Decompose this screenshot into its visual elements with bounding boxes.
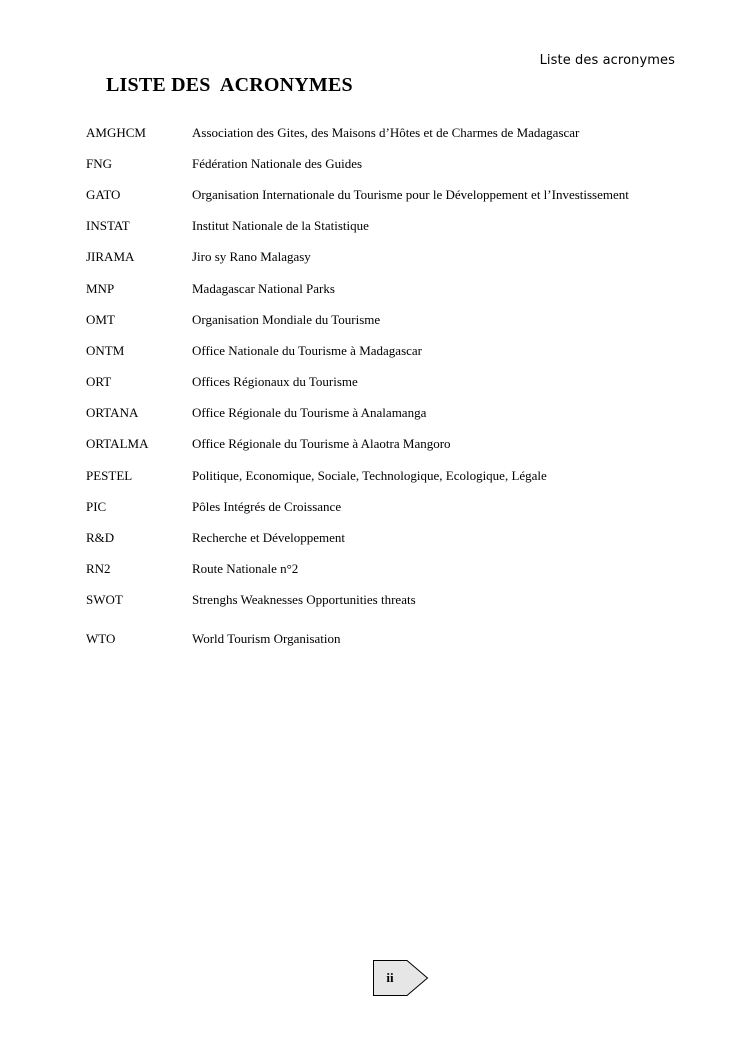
acronym-code: SWOT [86, 592, 123, 608]
acronym-code: PIC [86, 498, 107, 514]
acronym-code: JIRAMA [86, 249, 135, 265]
acronym-definition: Institut Nationale de la Statistique [192, 218, 369, 234]
acronym-row [86, 179, 686, 210]
acronym-definition: Politique, Economique, Sociale, Technologique, Ecologique, Légale [192, 467, 547, 483]
acronym-row [86, 335, 686, 366]
acronym-definition: Organisation Internationale du Tourisme pour le Développement et l’Investissement [192, 186, 629, 202]
acronym-definition: Office Nationale du Tourisme à Madagascar [192, 342, 422, 358]
acronym-row [86, 616, 686, 654]
acronym-code: RN2 [86, 561, 111, 577]
acronym-row [86, 554, 686, 585]
acronym-definition: Pôles Intégrés de Croissance [192, 498, 342, 514]
acronym-code: GATO [86, 186, 121, 202]
acronym-row [86, 211, 686, 242]
acronym-code: WTO [86, 630, 116, 646]
acronym-row [86, 429, 686, 460]
acronym-code: MNP [86, 280, 115, 296]
acronym-row [86, 304, 686, 335]
acronym-definition: Offices Régionaux du Tourisme [192, 374, 358, 390]
acronym-row [86, 460, 686, 491]
acronym-definition: Office Régionale du Tourisme à Alaotra Mangoro [192, 436, 451, 452]
acronym-definition: Route Nationale n°2 [192, 561, 299, 577]
running-header: Liste des acronymes [539, 53, 675, 68]
acronym-code: OMT [86, 311, 115, 327]
acronym-code: ORTALMA [86, 436, 149, 452]
acronym-definition: Strenghs Weaknesses Opportunities threats [192, 592, 416, 608]
page-number-tab [373, 960, 429, 996]
acronym-row [86, 491, 686, 522]
acronym-list [86, 117, 686, 654]
acronym-row [86, 522, 686, 553]
acronym-definition: Recherche et Développement [192, 530, 346, 546]
acronym-row [86, 242, 686, 273]
acronym-code: INSTAT [86, 218, 130, 234]
acronym-definition: Jiro sy Rano Malagasy [192, 249, 311, 265]
acronym-definition: Organisation Mondiale du Tourisme [192, 311, 381, 327]
acronym-row [86, 398, 686, 429]
acronym-definition: Madagascar National Parks [192, 280, 335, 296]
acronym-definition: Association des Gites, des Maisons d’Hôtes et de Charmes de Madagascar [192, 124, 580, 140]
acronym-code: ORT [86, 374, 112, 390]
page-number: ii [386, 970, 394, 985]
acronym-row [86, 585, 686, 616]
page-title: LISTE DES ACRONYMES [106, 74, 353, 96]
acronym-code: PESTEL [86, 467, 133, 483]
acronym-code: FNG [86, 155, 113, 171]
acronym-row [86, 273, 686, 304]
acronym-code: ORTANA [86, 405, 139, 421]
acronym-code: R&D [86, 530, 115, 546]
acronym-row [86, 148, 686, 179]
acronym-definition: Fédération Nationale des Guides [192, 155, 363, 171]
acronym-code: AMGHCM [86, 124, 146, 140]
acronym-definition: Office Régionale du Tourisme à Analamanga [192, 405, 427, 421]
acronym-definition: World Tourism Organisation [192, 630, 341, 646]
acronym-row [86, 117, 686, 148]
acronym-code: ONTM [86, 342, 125, 358]
acronym-row [86, 367, 686, 398]
